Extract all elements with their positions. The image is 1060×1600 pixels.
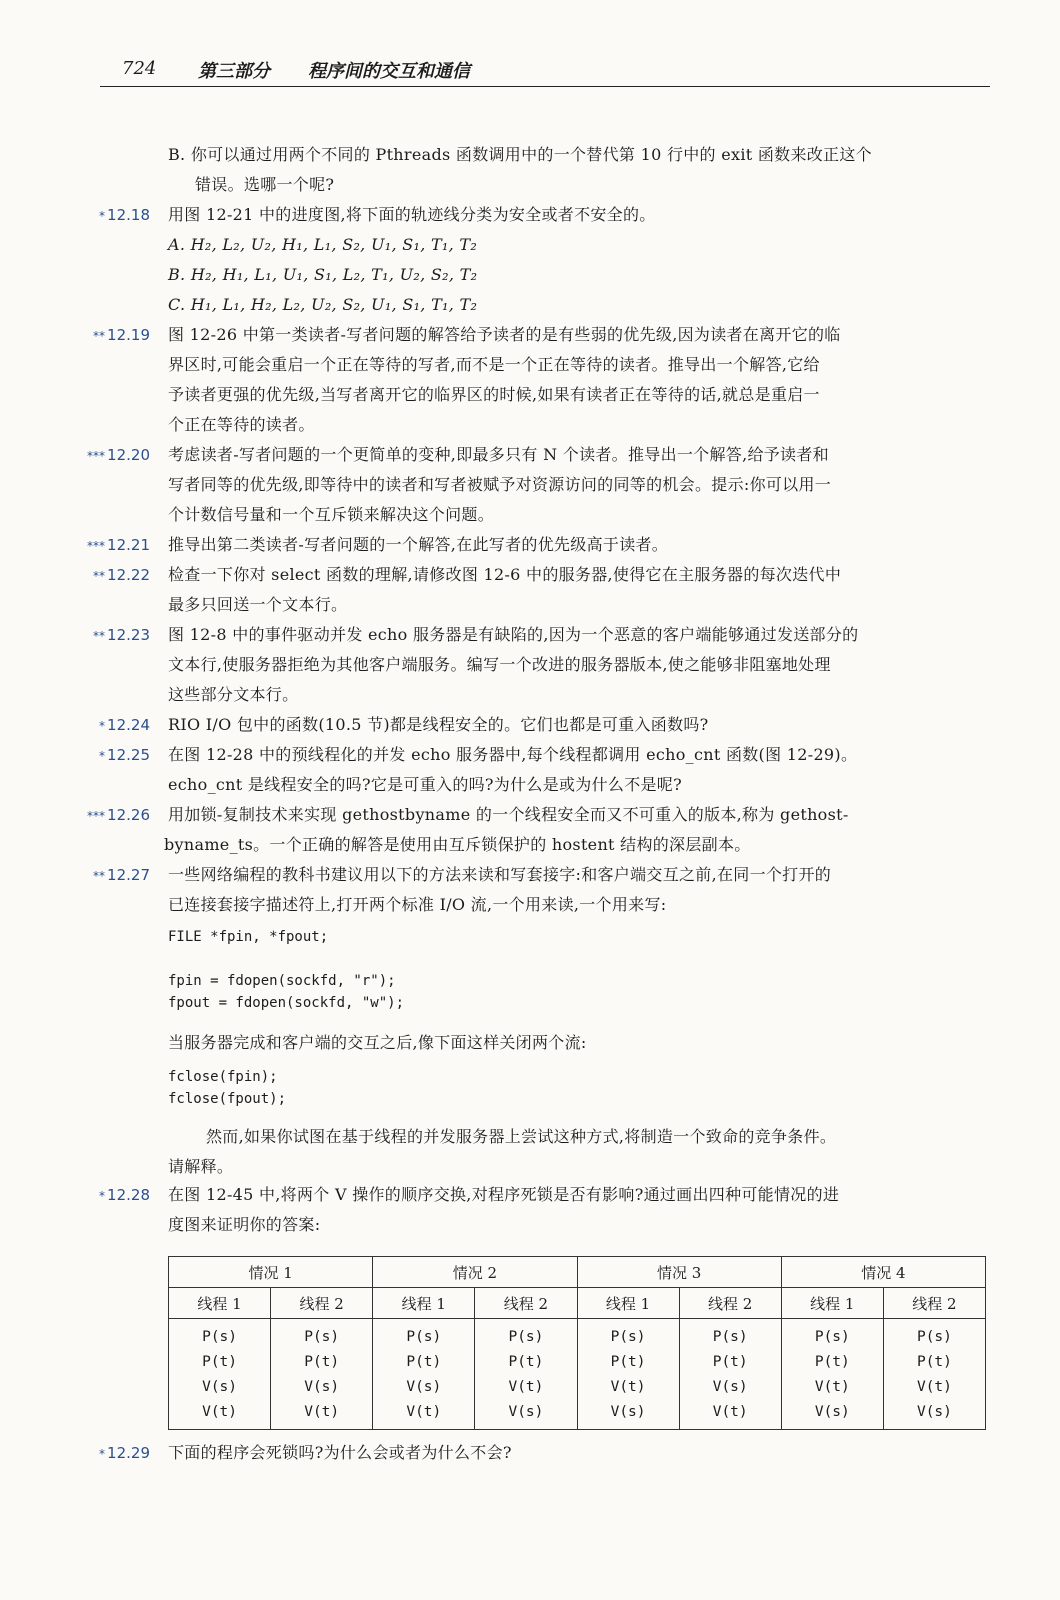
text-line: 图 12-26 中第一类读者-写者问题的解答给予读者的是有些弱的优先级,因为读者在离开它的临: [168, 325, 841, 344]
running-header: [100, 56, 990, 87]
exercise-number: ** 12.22: [93, 566, 150, 584]
trajectory-a: A. H₂, L₂, U₂, H₁, L₁, S₂, U₁, S₁, T₁, T₂: [168, 235, 478, 254]
text-line: 检查一下你对 select 函数的理解,请修改图 12-6 中的服务器,使得它在主服务器的每次迭代中: [168, 565, 842, 584]
part-label: 第三部分: [198, 61, 270, 82]
text-line: 推导出第二类读者-写者问题的一个解答,在此写者的优先级高于读者。: [168, 535, 669, 554]
thread-header: 线程 2: [475, 1288, 577, 1319]
text-line: 写者同等的优先级,即等待中的读者和写者被赋予对资源访问的同等的机会。提示:你可以用一: [168, 475, 832, 494]
thread-header: 线程 1: [781, 1288, 883, 1319]
text-line: 当服务器完成和客户端的交互之后,像下面这样关闭两个流:: [168, 1033, 587, 1052]
cases-table: [168, 1256, 986, 1430]
part-title: 程序间的交互和通信: [308, 61, 470, 82]
text-line: 用图 12-21 中的进度图,将下面的轨迹线分类为安全或者不安全的。: [168, 205, 656, 224]
exercise-number: *** 12.21: [87, 536, 150, 554]
case-header: 情况 4: [781, 1257, 985, 1288]
text-line: RIO I/O 包中的函数(10.5 节)都是线程安全的。它们也都是可重入函数吗?: [168, 715, 709, 734]
thread-header: 线程 1: [577, 1288, 679, 1319]
ops-cell: P(s) P(t) V(s) V(t): [169, 1319, 271, 1430]
ops-cell: P(s) P(t) V(s) V(t): [679, 1319, 781, 1430]
text-line: 予读者更强的优先级,当写者离开它的临界区的时候,如果有读者正在等待的话,就总是重启一: [168, 385, 820, 404]
text-line: 已连接套接字描述符上,打开两个标准 I/O 流,一个用来读,一个用来写:: [168, 895, 667, 914]
case-header: 情况 2: [373, 1257, 577, 1288]
text-line: 错误。选哪一个呢?: [195, 175, 335, 194]
exercise-number: ** 12.27: [93, 866, 150, 884]
text-line: 请解释。: [168, 1157, 234, 1176]
exercise-number: ** 12.19: [93, 326, 150, 344]
text-line: 度图来证明你的答案:: [168, 1215, 321, 1234]
ops-cell: P(s) P(t) V(t) V(s): [781, 1319, 883, 1430]
thread-header: 线程 2: [883, 1288, 985, 1319]
ops-cell: P(s) P(t) V(t) V(s): [883, 1319, 985, 1430]
exercise-number: *** 12.26: [87, 806, 150, 824]
case-header: 情况 1: [169, 1257, 373, 1288]
page-number: 724: [122, 58, 157, 79]
exercise-number: * 12.18: [99, 206, 150, 224]
ops-cell: P(s) P(t) V(t) V(s): [577, 1319, 679, 1430]
exercise-number: ** 12.23: [93, 626, 150, 644]
thread-header: 线程 2: [271, 1288, 373, 1319]
text-line: echo_cnt 是线程安全的吗?它是可重入的吗?为什么是或为什么不是呢?: [168, 775, 682, 794]
text-line: 界区时,可能会重启一个正在等待的写者,而不是一个正在等待的读者。推导出一个解答,它给: [168, 355, 820, 374]
text-line: 这些部分文本行。: [168, 685, 299, 704]
exercise-number: * 12.28: [99, 1186, 150, 1204]
text-line: 一些网络编程的教科书建议用以下的方法来读和写套接字:和客户端交互之前,在同一个打开的: [168, 865, 832, 884]
trajectory-c: C. H₁, L₁, H₂, L₂, U₂, S₂, U₁, S₁, T₁, T₂: [168, 295, 478, 314]
thread-header: 线程 1: [169, 1288, 271, 1319]
trajectory-b: B. H₂, H₁, L₁, U₁, S₁, L₂, T₁, U₂, S₂, T₂: [168, 265, 478, 284]
ops-cell: P(s) P(t) V(t) V(s): [475, 1319, 577, 1430]
thread-header: 线程 1: [373, 1288, 475, 1319]
text-line: B. 你可以通过用两个不同的 Pthreads 函数调用中的一个替代第 10 行中的 exit 函数来改正这个: [168, 145, 872, 164]
text-line: byname_ts。一个正确的解答是使用由互斥锁保护的 hostent 结构的深层副本。: [164, 835, 751, 854]
text-line: 下面的程序会死锁吗?为什么会或者为什么不会?: [168, 1443, 512, 1462]
text-line: 个计数信号量和一个互斥锁来解决这个问题。: [168, 505, 495, 524]
ops-cell: P(s) P(t) V(s) V(t): [271, 1319, 373, 1430]
text-line: 个正在等待的读者。: [168, 415, 315, 434]
code-close-streams: fclose(fpin); fclose(fpout);: [168, 1069, 287, 1107]
text-line: 然而,如果你试图在基于线程的并发服务器上尝试这种方式,将制造一个致命的竞争条件。: [206, 1127, 837, 1146]
case-header: 情况 3: [577, 1257, 781, 1288]
text-line: 用加锁-复制技术来实现 gethostbyname 的一个线程安全而又不可重入的版本,称为 gethost-: [168, 805, 849, 824]
exercise-number: *** 12.20: [87, 446, 150, 464]
text-line: 在图 12-45 中,将两个 V 操作的顺序交换,对程序死锁是否有影响?通过画出四种可能情况的进: [168, 1185, 840, 1204]
text-line: 考虑读者-写者问题的一个更简单的变种,即最多只有 N 个读者。推导出一个解答,给予读者和: [168, 445, 829, 464]
exercise-number: * 12.24: [99, 716, 150, 734]
exercise-number: * 12.29: [99, 1444, 150, 1462]
text-line: 最多只回送一个文本行。: [168, 595, 348, 614]
text-line: 在图 12-28 中的预线程化的并发 echo 服务器中,每个线程都调用 echo_cnt 函数(图 12-29)。: [168, 745, 858, 764]
text-line: 图 12-8 中的事件驱动并发 echo 服务器是有缺陷的,因为一个恶意的客户端能够通过发送部分的: [168, 625, 859, 644]
exercise-number: * 12.25: [99, 746, 150, 764]
ops-cell: P(s) P(t) V(s) V(t): [373, 1319, 475, 1430]
text-line: 文本行,使服务器拒绝为其他客户端服务。编写一个改进的服务器版本,使之能够非阻塞地处理: [168, 655, 831, 674]
code-open-streams: FILE *fpin, *fpout; fpin = fdopen(sockfd, "r"); fpout = fdopen(sockfd, "w");: [168, 929, 405, 1011]
thread-header: 线程 2: [679, 1288, 781, 1319]
